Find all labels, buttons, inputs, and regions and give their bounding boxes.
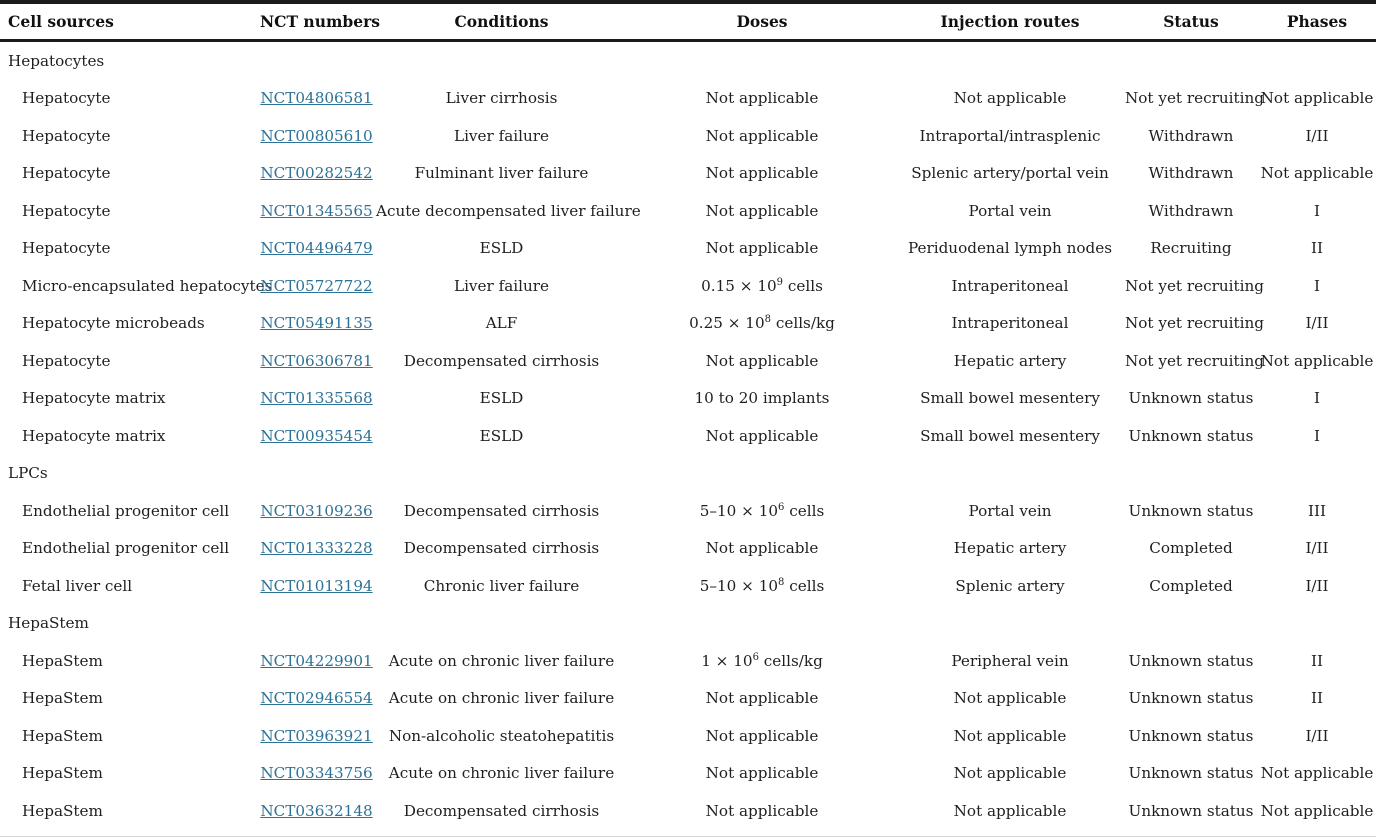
nct-number-cell xyxy=(258,417,375,455)
cell-source-cell: Hepatocyte microbeads xyxy=(22,314,205,333)
section-row xyxy=(0,605,1376,643)
phase-cell: I xyxy=(1314,276,1320,295)
injection-route-cell: Intraperitoneal xyxy=(951,314,1069,333)
injection-route-cell: Intraperitoneal xyxy=(951,276,1069,295)
column-header-injection-routes: Injection routes xyxy=(940,12,1080,31)
status-cell: Not yet recruiting xyxy=(1125,351,1264,370)
condition-cell: Decompensated cirrhosis xyxy=(403,351,600,370)
condition-cell: ALF xyxy=(485,314,518,333)
nct-link[interactable]: NCT04229901 xyxy=(260,651,373,670)
phase-cell: I/II xyxy=(1305,726,1329,745)
condition-cell: Fulminant liver failure xyxy=(414,164,589,183)
column-header-status: Status xyxy=(1163,12,1219,31)
table-header xyxy=(0,2,1376,41)
cell-source-cell: HepaStem xyxy=(22,764,103,783)
condition-cell: Acute on chronic liver failure xyxy=(388,764,615,783)
condition-cell: Liver failure xyxy=(453,276,550,295)
dose-exponent: 8 xyxy=(778,576,785,588)
nct-link[interactable]: NCT02946554 xyxy=(260,689,373,708)
phase-cell: I xyxy=(1314,201,1320,220)
nct-number-cell xyxy=(258,792,375,830)
phase-cell: I/II xyxy=(1305,576,1329,595)
nct-link[interactable]: NCT04806581 xyxy=(260,89,373,108)
cell-source-cell: HepaStem xyxy=(22,801,103,820)
status-cell: Withdrawn xyxy=(1148,164,1234,183)
nct-link[interactable]: NCT03963921 xyxy=(260,726,373,745)
nct-number-cell xyxy=(258,117,375,155)
injection-route-cell: Splenic artery/portal vein xyxy=(911,164,1109,183)
phase-cell: Not applicable xyxy=(1260,89,1374,108)
nct-number-cell xyxy=(258,155,375,193)
condition-cell: Decompensated cirrhosis xyxy=(403,801,600,820)
dose-cell: $5-10 \times 10^6$ cells xyxy=(699,501,825,520)
cell-source-cell: HepaStem xyxy=(22,651,103,670)
cell-source-cell: Endothelial progenitor cell xyxy=(22,501,230,520)
trial-row xyxy=(0,417,1376,455)
dose-cell: Not applicable xyxy=(705,351,819,370)
injection-route-cell: Not applicable xyxy=(953,689,1067,708)
dose-exponent: 9 xyxy=(776,276,784,288)
section-label: HepaStem xyxy=(8,614,89,633)
dose-cell: $0.25 \times 10^8$ cells/kg xyxy=(689,314,835,333)
dose-exponent: 8 xyxy=(764,314,772,326)
phase-cell: Not applicable xyxy=(1260,164,1374,183)
cell-source-cell: Endothelial progenitor cell xyxy=(22,539,230,558)
nct-number-cell xyxy=(258,680,375,718)
cell-source-cell: HepaStem xyxy=(22,726,103,745)
nct-number-cell xyxy=(258,642,375,680)
condition-cell: ESLD xyxy=(479,426,524,445)
nct-number-cell xyxy=(258,492,375,530)
dose-cell: Not applicable xyxy=(705,126,819,145)
trial-row xyxy=(0,380,1376,418)
cell-source-cell: Micro-encapsulated hepatocytes xyxy=(22,276,273,295)
status-cell: Unknown status xyxy=(1128,764,1254,783)
condition-cell: Decompensated cirrhosis xyxy=(403,539,600,558)
dose-cell: Not applicable xyxy=(705,239,819,258)
injection-route-cell: Not applicable xyxy=(953,764,1067,783)
table-body xyxy=(0,41,1376,830)
trial-row xyxy=(0,267,1376,305)
status-cell: Withdrawn xyxy=(1148,126,1234,145)
nct-link[interactable]: NCT03632148 xyxy=(260,801,373,820)
trial-row xyxy=(0,192,1376,230)
injection-route-cell: Not applicable xyxy=(953,89,1067,108)
column-header-conditions: Conditions xyxy=(454,12,549,31)
status-cell: Recruiting xyxy=(1150,239,1232,258)
dose-cell: $5-10 \times 10^8$ cells xyxy=(699,576,825,595)
cell-source-cell: Fetal liver cell xyxy=(22,576,133,595)
trial-row xyxy=(0,680,1376,718)
injection-route-cell: Splenic artery xyxy=(955,576,1065,595)
status-cell: Not yet recruiting xyxy=(1125,314,1264,333)
status-cell: Not yet recruiting xyxy=(1125,276,1264,295)
injection-route-cell: Intraportal/intrasplenic xyxy=(919,126,1101,145)
status-cell: Not yet recruiting xyxy=(1125,89,1264,108)
trial-row xyxy=(0,717,1376,755)
injection-route-cell: Hepatic artery xyxy=(953,351,1067,370)
cell-source-cell: HepaStem xyxy=(22,689,103,708)
trial-row xyxy=(0,230,1376,268)
section-row xyxy=(0,455,1376,493)
nct-link[interactable]: NCT01345565 xyxy=(260,201,373,220)
nct-number-cell xyxy=(258,530,375,568)
trial-row xyxy=(0,792,1376,830)
dose-cell: $0.15 \times 10^9$ cells xyxy=(701,276,823,295)
condition-cell: Acute on chronic liver failure xyxy=(388,689,615,708)
trial-row xyxy=(0,342,1376,380)
injection-route-cell: Portal vein xyxy=(968,201,1052,220)
condition-cell: Non-alcoholic steatohepatitis xyxy=(388,726,615,745)
injection-route-cell: Not applicable xyxy=(953,801,1067,820)
dose-exponent: 6 xyxy=(778,501,785,513)
cell-source-cell: Hepatocyte xyxy=(22,164,111,183)
dose-cell: Not applicable xyxy=(705,164,819,183)
phase-cell: I xyxy=(1314,389,1320,408)
nct-link[interactable]: NCT01335568 xyxy=(260,389,373,408)
trial-row xyxy=(0,755,1376,793)
status-cell: Completed xyxy=(1149,539,1233,558)
status-cell: Unknown status xyxy=(1128,501,1254,520)
status-cell: Unknown status xyxy=(1128,426,1254,445)
cell-source-cell: Hepatocyte xyxy=(22,201,111,220)
nct-number-cell xyxy=(258,192,375,230)
section-label: LPCs xyxy=(8,464,48,483)
nct-link[interactable]: NCT05491135 xyxy=(260,314,373,333)
dose-cell: Not applicable xyxy=(705,801,819,820)
trial-row xyxy=(0,155,1376,193)
dose-cell: Not applicable xyxy=(705,426,819,445)
column-header-doses: Doses xyxy=(736,12,788,31)
nct-number-cell xyxy=(258,380,375,418)
trial-row xyxy=(0,567,1376,605)
phase-cell: I/II xyxy=(1305,126,1329,145)
column-header-cell-sources: Cell sources xyxy=(8,12,114,31)
dose-cell: Not applicable xyxy=(705,89,819,108)
phase-cell: Not applicable xyxy=(1260,351,1374,370)
phase-cell: Not applicable xyxy=(1260,801,1374,820)
cell-source-cell: Hepatocyte xyxy=(22,126,111,145)
injection-route-cell: Portal vein xyxy=(968,501,1052,520)
condition-cell: Decompensated cirrhosis xyxy=(403,501,600,520)
nct-link[interactable]: NCT06306781 xyxy=(260,351,373,370)
section-row xyxy=(0,41,1376,80)
trial-row xyxy=(0,642,1376,680)
cell-source-cell: Hepatocyte xyxy=(22,239,111,258)
nct-link[interactable]: NCT03109236 xyxy=(260,501,373,520)
condition-cell: Acute on chronic liver failure xyxy=(388,651,615,670)
injection-route-cell: Hepatic artery xyxy=(953,539,1067,558)
nct-number-cell xyxy=(258,755,375,793)
section-label: Hepatocytes xyxy=(8,51,105,70)
condition-cell: ESLD xyxy=(479,389,524,408)
status-cell: Unknown status xyxy=(1128,689,1254,708)
nct-number-cell xyxy=(258,267,375,305)
column-header-phases: Phases xyxy=(1286,12,1348,31)
nct-number-cell xyxy=(258,80,375,118)
trial-row xyxy=(0,117,1376,155)
dose-cell: Not applicable xyxy=(705,764,819,783)
phase-cell: III xyxy=(1308,501,1326,520)
condition-cell: ESLD xyxy=(479,239,524,258)
status-cell: Unknown status xyxy=(1128,726,1254,745)
injection-route-cell: Small bowel mesentery xyxy=(920,426,1100,445)
status-cell: Unknown status xyxy=(1128,389,1254,408)
nct-number-cell xyxy=(258,567,375,605)
nct-number-cell xyxy=(258,342,375,380)
trial-row xyxy=(0,530,1376,568)
condition-cell: Liver failure xyxy=(453,126,550,145)
dose-cell: Not applicable xyxy=(705,689,819,708)
cell-source-cell: Hepatocyte xyxy=(22,89,111,108)
nct-link[interactable]: NCT00935454 xyxy=(260,426,373,445)
status-cell: Unknown status xyxy=(1128,651,1254,670)
trial-row xyxy=(0,305,1376,343)
injection-route-cell: Peripheral vein xyxy=(951,651,1069,670)
nct-number-cell xyxy=(258,717,375,755)
phase-cell: II xyxy=(1311,689,1323,708)
nct-link[interactable]: NCT00282542 xyxy=(260,164,373,183)
dose-exponent: 6 xyxy=(752,651,759,663)
nct-number-cell xyxy=(258,230,375,268)
nct-link[interactable]: NCT03343756 xyxy=(260,764,373,783)
nct-link[interactable]: NCT01333228 xyxy=(260,539,373,558)
cell-source-cell: Hepatocyte xyxy=(22,351,111,370)
injection-route-cell: Small bowel mesentery xyxy=(920,389,1100,408)
dose-cell: 10 to 20 implants xyxy=(694,389,830,408)
dose-cell: Not applicable xyxy=(705,201,819,220)
cell-source-cell: Hepatocyte matrix xyxy=(22,389,166,408)
condition-cell: Acute decompensated liver failure xyxy=(376,201,641,220)
dose-cell: Not applicable xyxy=(705,726,819,745)
phase-cell: I xyxy=(1314,426,1320,445)
phase-cell: Not applicable xyxy=(1260,764,1374,783)
condition-cell: Liver cirrhosis xyxy=(445,89,558,108)
trial-row xyxy=(0,492,1376,530)
condition-cell: Chronic liver failure xyxy=(423,576,580,595)
column-header-nct-numbers: NCT numbers xyxy=(260,12,380,31)
nct-link[interactable]: NCT04496479 xyxy=(260,239,373,258)
phase-cell: I/II xyxy=(1305,314,1329,333)
trial-row xyxy=(0,80,1376,118)
injection-route-cell: Not applicable xyxy=(953,726,1067,745)
dose-cell: Not applicable xyxy=(705,539,819,558)
header-row xyxy=(0,2,1376,41)
phase-cell: II xyxy=(1311,239,1323,258)
status-cell: Withdrawn xyxy=(1148,201,1234,220)
phase-cell: II xyxy=(1311,651,1323,670)
cell-source-cell: Hepatocyte matrix xyxy=(22,426,166,445)
nct-link[interactable]: NCT05727722 xyxy=(260,276,373,295)
nct-number-cell xyxy=(258,305,375,343)
status-cell: Unknown status xyxy=(1128,801,1254,820)
injection-route-cell: Periduodenal lymph nodes xyxy=(907,239,1113,258)
status-cell: Completed xyxy=(1149,576,1233,595)
phase-cell: I/II xyxy=(1305,539,1329,558)
nct-link[interactable]: NCT00805610 xyxy=(260,126,373,145)
dose-cell: $1 \times 10^6$ cells/kg xyxy=(701,651,823,670)
nct-link[interactable]: NCT01013194 xyxy=(260,576,373,595)
